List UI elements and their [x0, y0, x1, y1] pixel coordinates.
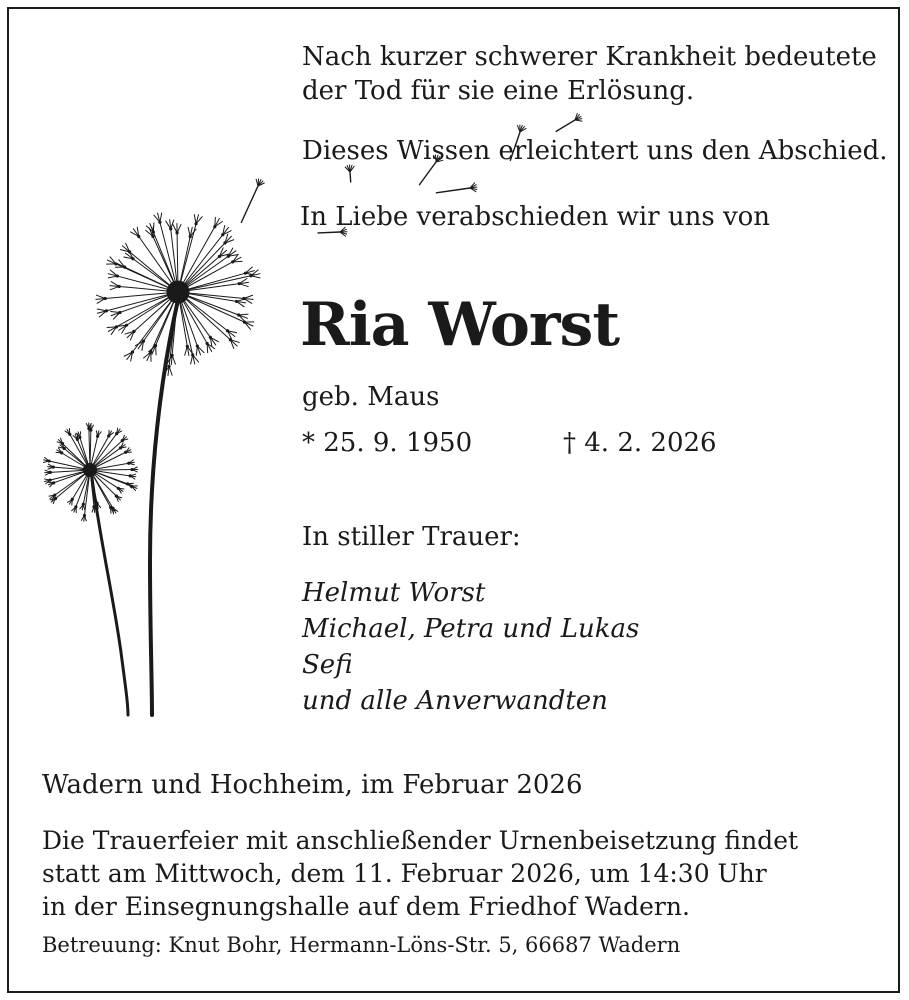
ceremony-line-2: statt am Mittwoch, dem 11. Februar 2026, um 14:30 Uhr — [42, 859, 767, 888]
ceremony-line-1: Die Trauerfeier mit anschließender Urnenbeisetzung findet — [42, 826, 799, 855]
mourner-3: Sefi — [302, 650, 353, 680]
birth-date: * 25. 9. 1950 — [302, 428, 473, 458]
intro-line-2: der Tod für sie eine Erlösung. — [302, 76, 695, 106]
mourners-heading: In stiller Trauer: — [302, 522, 521, 552]
ceremony-line-3: in der Einsegnungshalle auf dem Friedhof Wadern. — [42, 892, 690, 921]
intro-line-1: Nach kurzer schwerer Krankheit bedeutete — [302, 42, 877, 72]
place-date: Wadern und Hochheim, im Februar 2026 — [42, 770, 583, 800]
mourner-4: und alle Anverwandten — [302, 686, 608, 716]
intro-line-4: In Liebe verabschieden wir uns von — [300, 202, 771, 232]
mourner-1: Helmut Worst — [302, 578, 486, 608]
undertaker-info: Betreuung: Knut Bohr, Hermann-Löns-Str. 5, 66687 Wadern — [42, 933, 681, 957]
intro-line-3: Dieses Wissen erleichtert uns den Abschied. — [302, 136, 888, 166]
mourner-2: Michael, Petra und Lukas — [302, 614, 640, 644]
maiden-name: geb. Maus — [302, 382, 440, 412]
death-date: † 4. 2. 2026 — [563, 428, 717, 458]
deceased-name: Ria Worst — [300, 290, 620, 360]
